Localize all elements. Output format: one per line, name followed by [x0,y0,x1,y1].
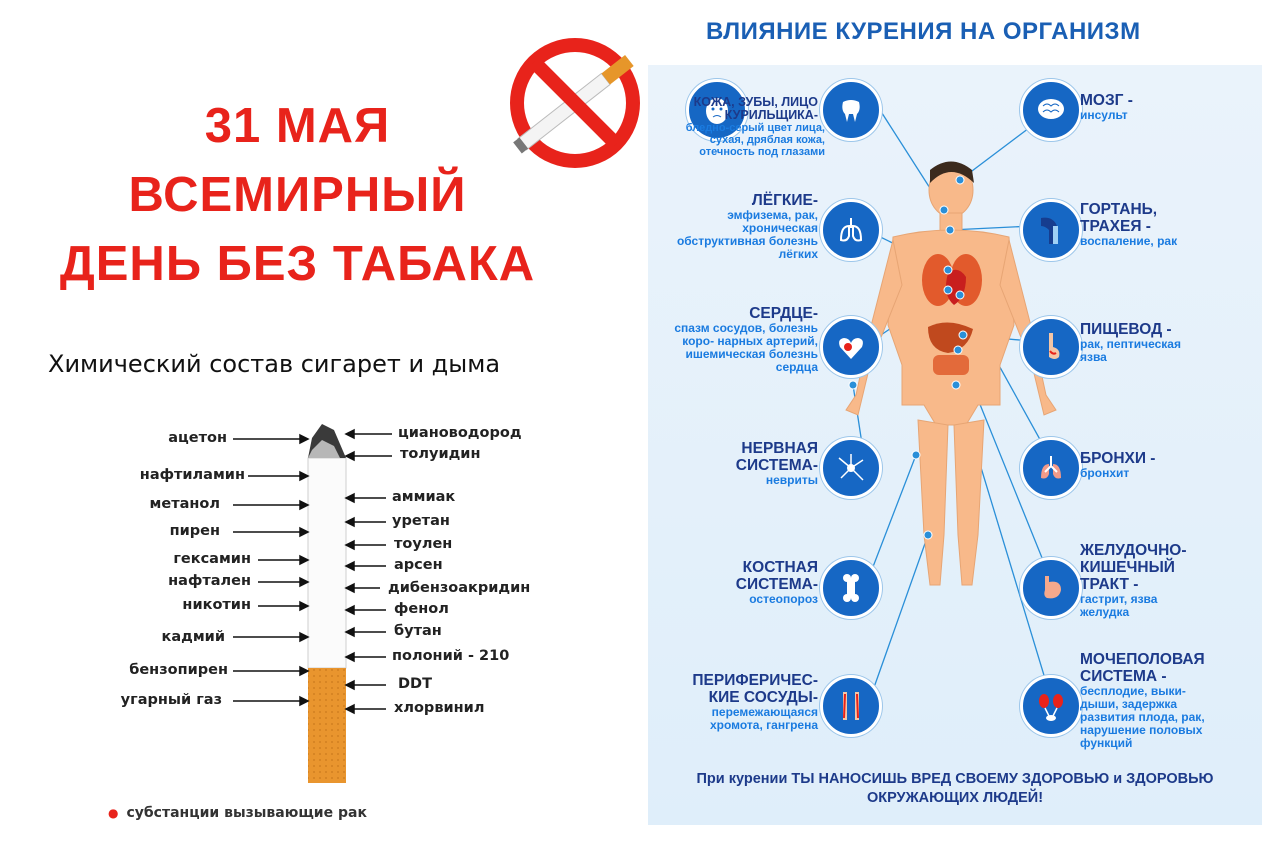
legend-dot-icon: ● [108,806,119,820]
bronchi-effect [1080,450,1210,480]
chemical-label: тоулен [394,536,453,552]
headline-line-3: ДЕНЬ БЕЗ ТАБАКА [59,237,536,291]
neuron-icon [820,437,882,499]
esophagus-effect-desc: рак, пептическая язва [1080,337,1181,364]
chemical-label: нафтален [168,573,251,589]
nerves-effect [700,440,818,487]
larynx-effect-title: ГОРТАНЬ, ТРАХЕЯ - [1080,201,1158,235]
chemical-label: нафтиламин [139,467,245,483]
nerves-effect-desc: невриты [765,473,818,487]
headline [20,92,575,299]
brain-icon [1020,79,1082,141]
bronchi-effect-title: БРОНХИ - [1080,450,1156,467]
gi-effect-title: ЖЕЛУДОЧНО- КИШЕЧНЫЙ ТРАКТ - [1080,542,1187,593]
chemical-label: полоний - 210 [392,648,510,664]
legs-vessels-icon [820,675,882,737]
headline-date: 31 МАЯ [204,99,391,153]
legend [108,805,367,821]
bone-icon [820,557,882,619]
chemical-label: кадмий [161,629,225,645]
no-smoking-icon [500,28,650,178]
bones-effect-title: КОСТНАЯ СИСТЕМА- [735,559,818,593]
warning-footer: При курении ТЫ НАНОСИШЬ ВРЕД СВОЕМУ ЗДОРОВЬЮ и ЗДОРОВЬЮ ОКРУЖАЮЩИХ ЛЮДЕЙ! [696,771,1214,806]
chemical-label: уретан [392,513,450,529]
brain-effect-desc: инсульт [1080,108,1128,122]
chemical-composition-title: Химический состав сигарет и дыма [48,350,501,378]
vessels-effect [672,672,818,732]
heart-effect [672,305,818,374]
chemical-label: ацетон [168,430,227,446]
chemical-label: циановодород [398,425,522,441]
lungs-effect [672,192,818,261]
effects-title: ВЛИЯНИЕ КУРЕНИЯ НА ОРГАНИЗМ [706,18,1141,45]
lungs-effect-desc: эмфизема, рак, хроническая обструктивная болезнь лёгких [676,208,818,261]
uro-effect [1080,651,1212,750]
nerves-effect-title: НЕРВНАЯ СИСТЕМА- [735,440,818,474]
gi-effect-desc: гастрит, язва желудка [1080,592,1158,619]
headline-line-2: ВСЕМИРНЫЙ [128,168,467,222]
brain-effect [1080,92,1250,122]
skin-effect [685,95,825,158]
uro-effect-title: МОЧЕПОЛОВАЯ СИСТЕМА - [1080,651,1205,685]
chemical-label: бутан [394,623,442,639]
chemical-label: бензопирен [129,662,228,678]
lungs-effect-title: ЛЁГКИЕ- [751,192,818,209]
skin-effect-desc: бледно-серый цвет лица, сухая, дряблая кожа, отечность под глазами [685,122,825,158]
bones-effect-desc: остеопороз [749,592,818,606]
larynx-effect [1080,201,1210,248]
chemical-label: толуидин [400,446,481,462]
esophagus-icon [1020,316,1082,378]
larynx-effect-desc: воспаление, рак [1080,234,1178,248]
chemical-label: гексамин [173,551,251,567]
chemical-label: арсен [394,557,443,573]
bronchi-effect-desc: бронхит [1080,466,1130,480]
chemical-label: пирен [169,523,220,539]
chemical-label: аммиак [392,489,456,505]
chemical-label: никотин [182,597,251,613]
skin-effect-title: КОЖА, ЗУБЫ, ЛИЦО КУРИЛЬЩИКА- [693,95,818,122]
larynx-icon [1020,199,1082,261]
vessels-effect-desc: перемежающаяся хромота, гангрена [710,705,818,732]
stomach-icon [1020,557,1082,619]
tooth-icon [820,79,882,141]
heart-effect-desc: спазм сосудов, болезнь коро- нарных артерий, ишемическая болезнь сердца [674,321,818,374]
uro-effect-desc: бесплодие, выки- дыши, задержка развития плода, рак, нарушение половых функций [1080,684,1205,750]
kidneys-icon [1020,675,1082,737]
chemical-label: фенол [394,601,449,617]
bronchi-icon [1020,437,1082,499]
vessels-effect-title: ПЕРИФЕРИЧЕС- КИЕ СОСУДЫ- [692,672,818,706]
heart-effect-title: СЕРДЦЕ- [749,305,818,322]
gi-effect [1080,542,1198,619]
chemical-label: дибензоакридин [388,580,531,596]
esophagus-effect-title: ПИЩЕВОД - [1080,321,1172,338]
legend-label: субстанции вызывающие рак [126,805,367,821]
chemical-label: DDT [398,676,432,692]
chemical-label: хлорвинил [394,700,485,716]
esophagus-effect [1080,321,1210,364]
bones-effect [700,559,818,606]
heart-icon [820,316,882,378]
lungs-icon [820,199,882,261]
brain-effect-title: МОЗГ - [1080,92,1133,109]
chemical-label: метанол [149,496,220,512]
chemical-label: угарный газ [120,692,222,708]
